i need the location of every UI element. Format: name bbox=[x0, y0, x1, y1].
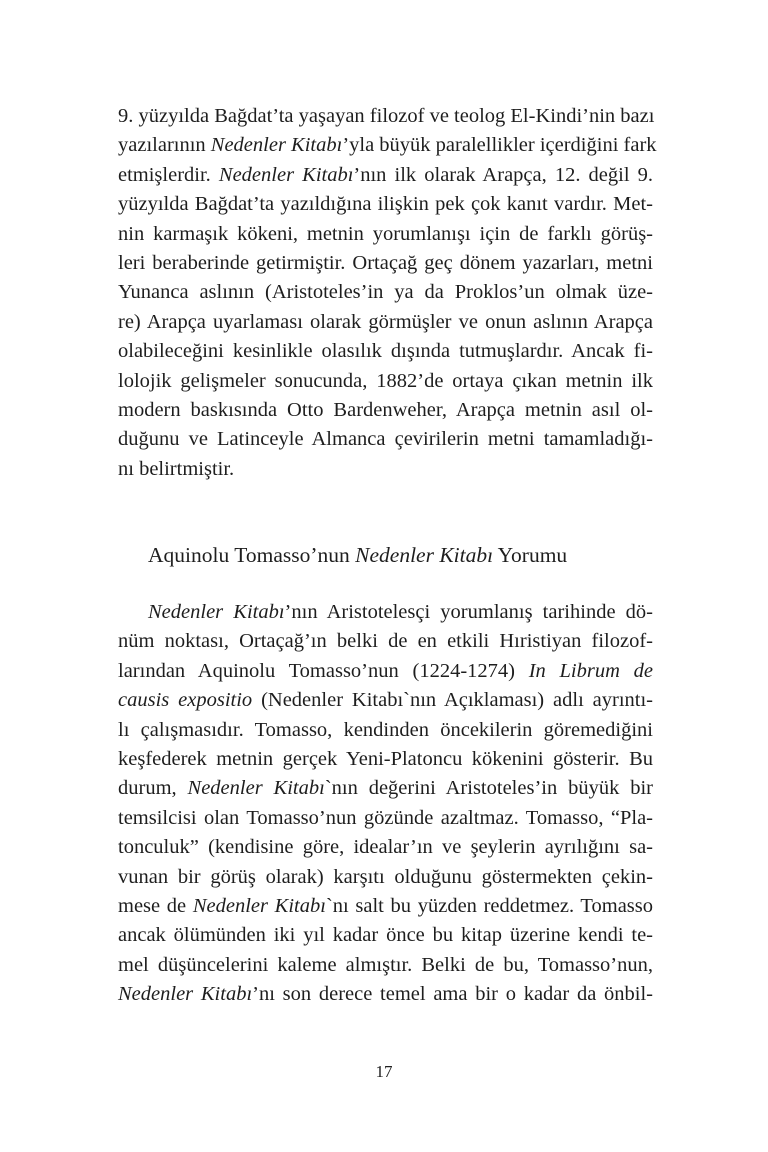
text-run: nüm noktası, Ortaçağ’ın belki de en etkili Hıristiyan filozof- bbox=[118, 630, 653, 653]
text-run: mel düşüncelerini kaleme almıştır. Belki de bu, Tomasso’nun, bbox=[118, 953, 653, 976]
section-heading bbox=[148, 540, 567, 570]
text-line bbox=[118, 892, 653, 921]
text-run: ’nın ilk olarak Arapça, 12. değil 9. bbox=[353, 163, 654, 186]
italic-title: In Librum de bbox=[528, 659, 653, 682]
text-run: yazılarının bbox=[118, 134, 211, 157]
text-run: mese de bbox=[118, 894, 193, 917]
text-run: olabileceğini kesinlikle olasılık dışında tutmuşlardır. Ancak fi- bbox=[118, 340, 653, 363]
text-run: etmişlerdir. bbox=[118, 163, 219, 186]
text-run: temsilcisi olan Tomasso’nun gözünde azaltmaz. Tomasso, “Pla- bbox=[118, 806, 653, 829]
text-run: lolojik gelişmeler sonucunda, 1882’de ortaya çıkan metnin ilk bbox=[118, 369, 653, 392]
text-run: ’nı son derece temel ama bir o kadar da önbil- bbox=[252, 983, 653, 1006]
text-line bbox=[118, 745, 653, 774]
text-run: ancak ölümünden iki yıl kadar önce bu kitap üzerine kendi te- bbox=[118, 924, 653, 947]
text-run: re) Arapça uyarlaması olarak görmüşler ve onun aslının Arapça bbox=[118, 310, 653, 333]
text-line bbox=[118, 425, 653, 454]
text-line bbox=[118, 161, 653, 190]
text-run: lı çalışmasıdır. Tomasso, kendinden öncekilerin göremediğini bbox=[118, 718, 653, 741]
text-line bbox=[118, 686, 653, 715]
text-line bbox=[118, 627, 653, 656]
text-run: keşfederek metnin gerçek Yeni-Platoncu kökenini gösterir. Bu bbox=[118, 747, 653, 770]
text-line bbox=[118, 367, 653, 396]
text-run: Yunanca aslının (Aristoteles’in ya da Proklos’un olmak üze- bbox=[118, 281, 653, 304]
text-line bbox=[118, 980, 653, 1009]
text-line bbox=[118, 774, 653, 803]
text-run: nin karmaşık kökeni, metnin yorumlanışı için de farklı görüş- bbox=[118, 222, 653, 245]
italic-title: Nedenler Kitabı bbox=[192, 894, 326, 917]
text-run: Yorumu bbox=[493, 543, 568, 567]
paragraph-2 bbox=[118, 598, 653, 1009]
text-line bbox=[118, 598, 653, 627]
text-run: larından Aquinolu Tomasso’nun (1224-1274) bbox=[118, 659, 529, 682]
text-run: durum, bbox=[118, 777, 188, 800]
text-run: ’yla büyük paralellikler içerdiğini fark bbox=[342, 134, 657, 157]
paragraph-1 bbox=[118, 102, 657, 484]
text-run: nı belirtmiştir. bbox=[118, 457, 235, 480]
italic-title: causis expositio bbox=[118, 689, 253, 712]
text-run: duğunu ve Latinceyle Almanca çevirilerin metni tamamladığı- bbox=[118, 428, 653, 451]
text-line bbox=[118, 951, 653, 980]
text-line bbox=[118, 278, 653, 307]
text-line bbox=[118, 102, 653, 131]
italic-title: Nedenler Kitabı bbox=[210, 134, 343, 157]
text-run: 9. yüzyılda Bağdat’ta yaşayan filozof ve teolog El-Kindi’nin bazı bbox=[118, 105, 655, 127]
text-line bbox=[118, 131, 657, 160]
text-run: Aquinolu Tomasso’nun bbox=[148, 543, 356, 567]
text-run: leri beraberinde getirmiştir. Ortaçağ geç dönem yazarları, metni bbox=[118, 251, 653, 274]
text-line bbox=[118, 220, 653, 249]
text-line bbox=[118, 190, 653, 219]
text-run: yüzyılda Bağdat’ta yazıldığına ilişkin pek çok kanıt vardır. Met- bbox=[118, 193, 653, 216]
italic-title: Nedenler Kitabı bbox=[118, 983, 253, 1006]
text-line bbox=[118, 657, 653, 686]
italic-title: Nedenler Kitabı bbox=[355, 543, 494, 567]
text-line bbox=[118, 833, 653, 862]
text-line bbox=[118, 396, 653, 425]
text-line bbox=[118, 455, 653, 484]
text-run: modern baskısında Otto Bardenweher, Arapça metnin asıl ol- bbox=[118, 398, 653, 421]
text-line bbox=[118, 249, 653, 278]
text-run: `nın değerini Aristoteles’in büyük bir bbox=[324, 777, 653, 800]
text-line bbox=[118, 863, 653, 892]
text-line bbox=[118, 308, 653, 337]
text-run: vunan bir görüş olarak) karşıtı olduğunu göstermekten çekin- bbox=[118, 865, 653, 888]
text-run: `nı salt bu yüzden reddetmez. Tomasso bbox=[325, 894, 653, 917]
text-run: ’nın Aristotelesçi yorumlanış tarihinde dö- bbox=[284, 601, 654, 623]
text-run: (Nedenler Kitabı`nın Açıklaması) adlı ayrıntı- bbox=[252, 689, 653, 712]
text-line bbox=[118, 921, 653, 950]
italic-title: Nedenler Kitabı bbox=[187, 777, 325, 800]
italic-title: Nedenler Kitabı bbox=[218, 163, 354, 186]
text-line bbox=[118, 337, 653, 366]
page-number: 17 bbox=[375, 1062, 393, 1081]
text-run: tonculuk” (kendisine göre, idealar’ın ve şeylerin ayrılığını sa- bbox=[118, 836, 653, 859]
italic-title: Nedenler Kitabı bbox=[148, 601, 285, 623]
text-line bbox=[118, 716, 653, 745]
text-line bbox=[118, 804, 653, 833]
